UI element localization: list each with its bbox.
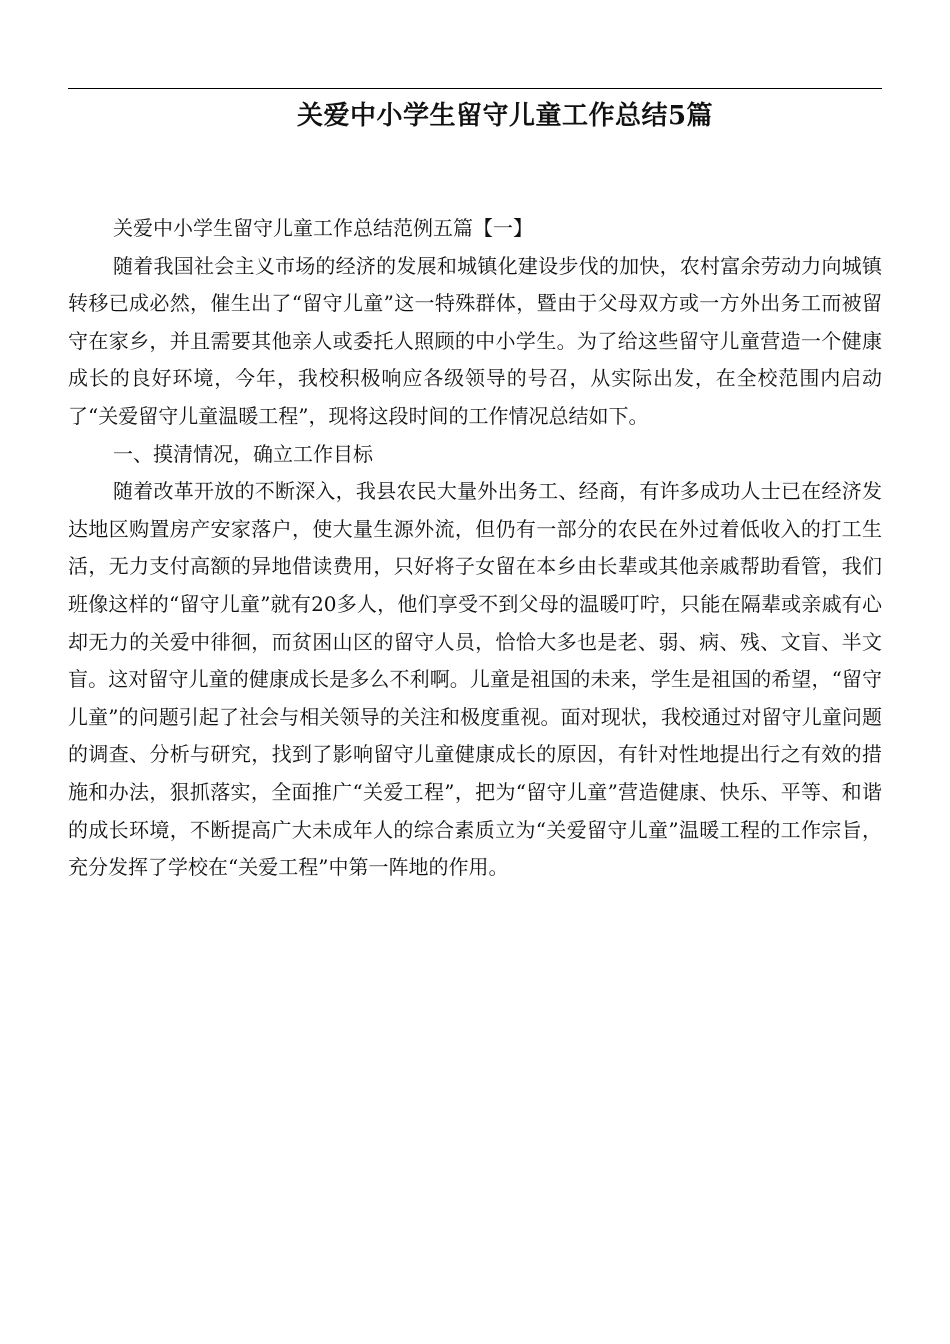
document-title: 关爱中小学生留守儿童工作总结5篇 bbox=[296, 101, 714, 131]
subsection-heading: 一、摸清情况，确立工作目标 bbox=[113, 441, 373, 466]
paragraph: 随着改革开放的不断深入，我县农民大量外出务工、经商，有许多成功人士已在经济发达地区购置房产安家落户，使大量生源外流，但仍有一部分的农民在外过着低收入的打工生活，无力支付高额的异地借读费用，只好将子女留在本乡由长辈或其他亲戚帮助看管，我们班像这样的“留守儿童”就有20多人，他们享受不到父母的温暖叮咛，只能在隔辈或亲戚有心却无力的关爱中徘徊，而贫困山区的留守人员，恰恰大多也是老、弱、病、残、文盲、半文盲。这对留守儿童的健康成长是多么不利啊。儿童是祖国的未来，学生是祖国的希望，“留守儿童”的问题引起了社会与相关领导的关注和极度重视。面对现状，我校通过对留守儿童问题的调查、分析与研究，找到了影响留守儿童健康成长的原因，有针对性地提出行之有效的措施和办法，狠抓落实，全面推广“关爱工程”，把为“留守儿童”营造健康、快乐、平等、和谐的成长环境，不断提高广大未成年人的综合素质立为“关爱留守儿童”温暖工程的工作宗旨，充分发挥了学校在“关爱工程”中第一阵地的作用。 bbox=[68, 479, 882, 880]
document-body bbox=[68, 210, 882, 887]
header-rule bbox=[68, 88, 882, 89]
paragraph: 随着我国社会主义市场的经济的发展和城镇化建设步伐的加快，农村富余劳动力向城镇转移已成必然，催生出了“留守儿童”这一特殊群体，暨由于父母双方或一方外出务工而被留守在家乡，并且需要其他亲人或委托人照顾的中小学生。为了给这些留守儿童营造一个健康成长的良好环境，今年，我校积极响应各级领导的号召，从实际出发，在全校范围内启动了“关爱留守儿童温暖工程”，现将这段时间的工作情况总结如下。 bbox=[68, 253, 882, 428]
section-heading: 关爱中小学生留守儿童工作总结范例五篇【一】 bbox=[113, 216, 533, 240]
